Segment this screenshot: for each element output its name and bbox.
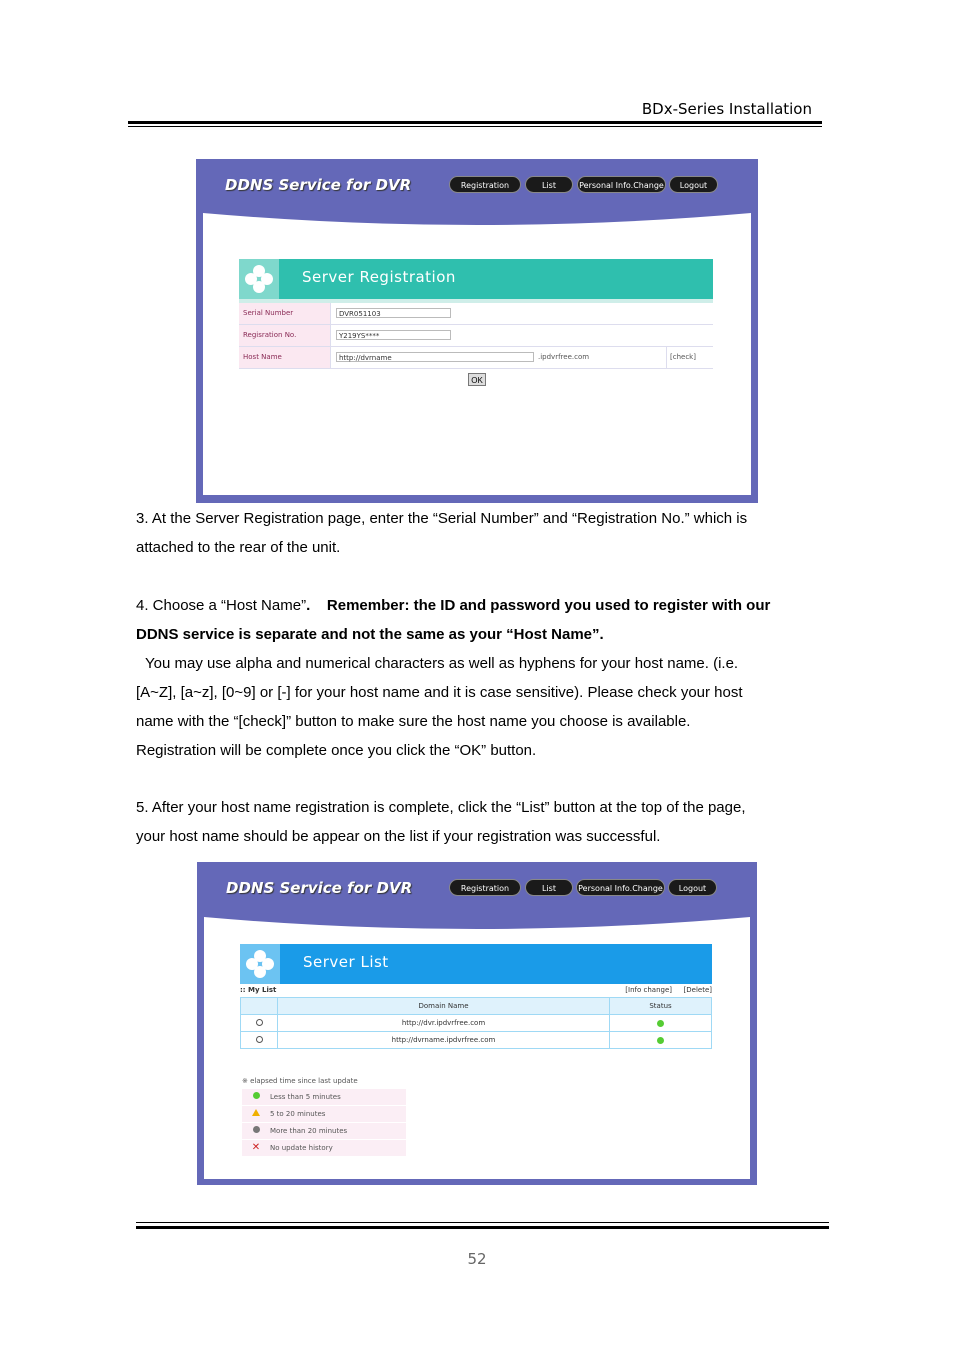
step4-period: . xyxy=(306,597,311,614)
legend-row xyxy=(242,1123,406,1139)
legend-row xyxy=(242,1106,406,1122)
nav-list-button[interactable]: List xyxy=(525,879,573,896)
info-change-link[interactable]: [Info change] xyxy=(625,986,672,994)
legend-label: Less than 5 minutes xyxy=(270,1093,341,1101)
my-list-label: :: My List xyxy=(240,986,277,994)
gray-dot-icon xyxy=(251,1123,261,1139)
clover-logo-icon xyxy=(240,944,280,984)
server-list-banner xyxy=(240,944,712,984)
nav-list-button[interactable]: List xyxy=(525,176,573,193)
app-title: DDNS Service for DVR xyxy=(225,176,412,194)
header-rule xyxy=(128,121,822,124)
status-green-dot-icon xyxy=(657,1020,664,1027)
step4-bold-line2: DDNS service is separate and not the same as your “Host Name”. xyxy=(136,626,604,643)
col-domain-header: Domain Name xyxy=(418,1002,469,1010)
step4-line3: You may use alpha and numerical characters as well as hyphens for your host name. (i.e. xyxy=(145,655,739,672)
form-row-registration xyxy=(239,325,713,347)
domain-name-cell[interactable]: http://dvrname.ipdvrfree.com xyxy=(391,1036,496,1044)
domain-name-cell[interactable]: http://dvr.ipdvrfree.com xyxy=(401,1019,486,1027)
paragraph-step3 xyxy=(136,504,826,562)
nav-logout-button[interactable]: Logout xyxy=(669,176,718,193)
panel-curve xyxy=(203,213,751,229)
panel-curve xyxy=(204,917,750,933)
step4-bold-line1: Remember: the ID and password you used to register with our xyxy=(326,597,771,614)
green-dot-icon xyxy=(251,1089,261,1105)
registration-no-input[interactable]: Y219YS**** xyxy=(336,330,451,340)
registration-form xyxy=(239,303,713,367)
banner-title: Server List xyxy=(303,953,389,971)
host-name-suffix: .ipdvrfree.com xyxy=(538,353,590,361)
row-select-radio[interactable] xyxy=(256,1019,263,1026)
col-status-header: Status xyxy=(649,1002,672,1010)
server-registration-banner xyxy=(239,259,713,299)
nav-registration-button[interactable]: Registration xyxy=(449,879,521,896)
my-list-bar xyxy=(240,986,712,996)
page-number: 52 xyxy=(467,1250,487,1268)
form-row-serial xyxy=(239,303,713,325)
step4-line6: Registration will be complete once you click the “OK” button. xyxy=(136,742,537,759)
banner-title: Server Registration xyxy=(302,268,456,286)
legend-row xyxy=(242,1089,406,1105)
row-select-radio[interactable] xyxy=(256,1036,263,1043)
screenshot-server-list xyxy=(197,862,757,1185)
nav-personal-info-button[interactable]: Personal Info.Change xyxy=(577,176,666,193)
paragraph-step4 xyxy=(136,591,826,765)
legend-title: ※ elapsed time since last update xyxy=(242,1077,358,1085)
form-row-hostname xyxy=(239,347,713,369)
check-button[interactable]: [check] xyxy=(666,347,713,368)
table-row xyxy=(241,1015,711,1032)
yellow-triangle-icon xyxy=(251,1106,261,1122)
page-header-title: BDx-Series Installation xyxy=(641,100,812,118)
delete-link[interactable]: [Delete] xyxy=(683,986,712,994)
nav-registration-button[interactable]: Registration xyxy=(449,176,521,193)
header-rule-thin xyxy=(128,126,822,127)
app-title: DDNS Service for DVR xyxy=(226,879,413,897)
step3-line2: attached to the rear of the unit. xyxy=(136,539,341,556)
legend-label: More than 20 minutes xyxy=(270,1127,348,1135)
nav-personal-info-button[interactable]: Personal Info.Change xyxy=(576,879,665,896)
red-x-icon: ✕ xyxy=(251,1142,261,1153)
legend-row xyxy=(242,1140,406,1156)
step4-intro: 4. Choose a “Host Name” xyxy=(136,597,307,614)
host-name-label: Host Name xyxy=(239,347,331,368)
host-name-input[interactable]: http://dvrname xyxy=(336,352,534,362)
serial-number-label: Serial Number xyxy=(239,303,331,324)
status-green-dot-icon xyxy=(657,1037,664,1044)
nav-logout-button[interactable]: Logout xyxy=(668,879,717,896)
step5-line1: 5. After your host name registration is complete, click the “List” button at the top of the page, xyxy=(136,799,746,816)
domain-table xyxy=(240,997,712,1049)
content-panel xyxy=(204,931,750,1179)
footer-rule xyxy=(136,1226,829,1229)
table-row xyxy=(241,1032,711,1048)
serial-number-input[interactable]: DVR051103 xyxy=(336,308,451,318)
table-header xyxy=(241,998,711,1015)
registration-no-label: Regisration No. xyxy=(239,325,331,346)
step4-line2 xyxy=(136,620,826,649)
step5-line2: your host name should be appear on the list if your registration was successful. xyxy=(136,828,661,845)
step3-line1: 3. At the Server Registration page, enter the “Serial Number” and “Registration No.” which is xyxy=(136,510,748,527)
legend-label: 5 to 20 minutes xyxy=(270,1110,326,1118)
footer-rule-thin xyxy=(136,1222,829,1223)
legend-label: No update history xyxy=(270,1144,333,1152)
step4-line1 xyxy=(136,591,826,620)
clover-logo-icon xyxy=(239,259,279,299)
ok-button[interactable]: OK xyxy=(468,373,486,386)
screenshot-registration xyxy=(196,159,758,503)
content-panel xyxy=(203,227,751,495)
step4-line5: name with the “[check]” button to make sure the host name you choose is available. xyxy=(136,713,691,730)
paragraph-step5 xyxy=(136,793,826,851)
step4-line4: [A~Z], [a~z], [0~9] or [-] for your host name and it is case sensitive). Please check your host xyxy=(136,684,743,701)
